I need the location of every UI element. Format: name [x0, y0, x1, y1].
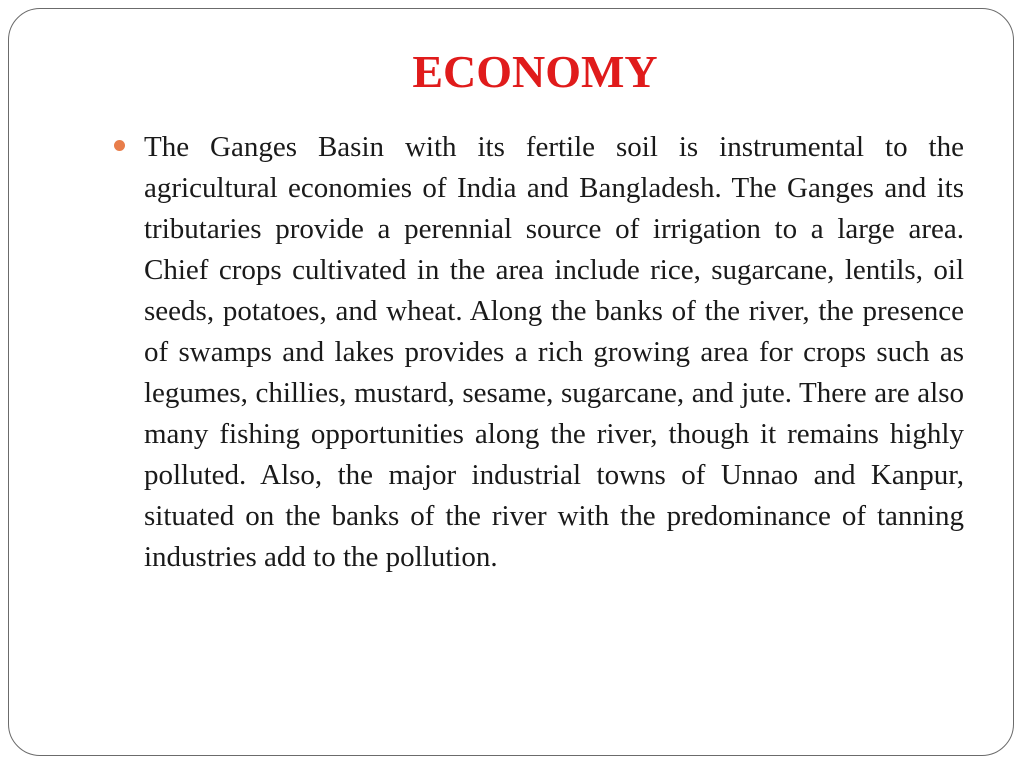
- bullet-item: [114, 127, 964, 578]
- bullet-text: The Ganges Basin with its fertile soil is instrumental to the agricultural economies of India and Bangladesh. The Ganges and its tributaries provide a perennial source of irrigation to a large area. Chief crops cultivated in the area include rice, sugarcane, lentils, oil seeds, potatoes, and wheat. Along the banks of the river, the presence of swamps and lakes provides a rich growing area for crops such as legumes, chillies, mustard, sesame, sugarcane, and jute. There are also many fishing opportunities along the river, though it remains highly polluted. Also, the major industrial towns of Unnao and Kanpur, situated on the banks of the river with the predominance of tanning industries add to the pollution.: [144, 131, 964, 573]
- slide-title: ECONOMY: [412, 46, 658, 97]
- bullet-list: [114, 127, 964, 578]
- bullet-dot-icon: [114, 140, 125, 151]
